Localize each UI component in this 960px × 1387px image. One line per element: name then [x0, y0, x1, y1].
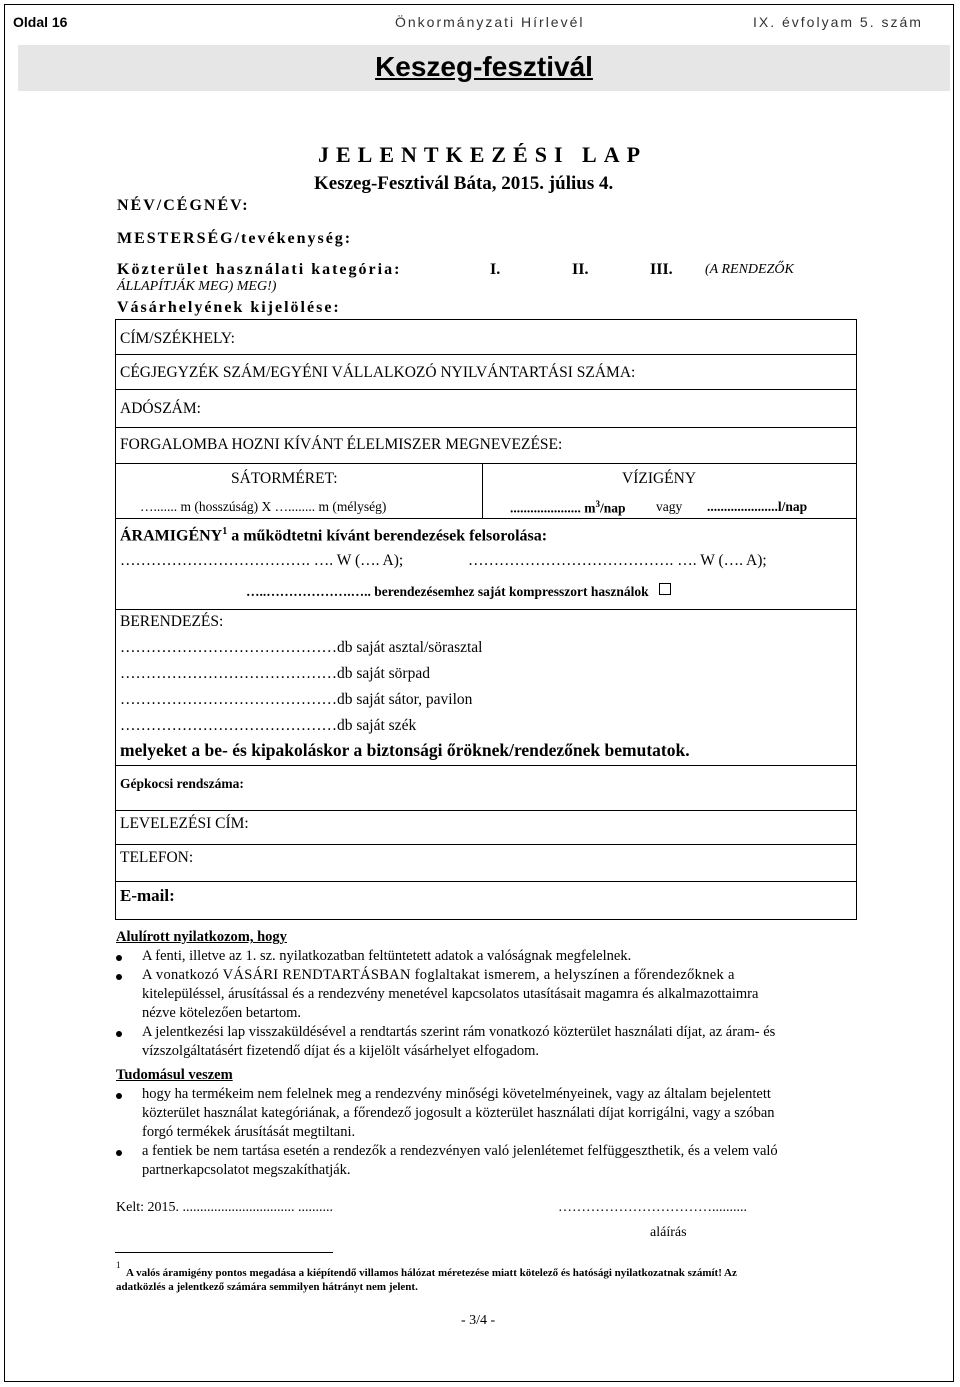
publication-title: Önkormányzati Hírlevél [395, 14, 585, 30]
water-or-label: vagy [656, 499, 683, 514]
footnote-ref: 1 [222, 526, 228, 537]
power-label [120, 526, 547, 545]
bullet-icon [116, 1093, 122, 1099]
bullet-icon [116, 1031, 122, 1037]
phone-field[interactable]: TELEFON: [120, 849, 194, 866]
divider [116, 810, 856, 811]
footnote-mark: 1 [116, 1260, 121, 1270]
divider [116, 844, 856, 845]
declaration-heading: Alulírott nyilatkozom, hogy [116, 929, 287, 945]
power-label-text: ÁRAMIGÉNY [120, 527, 223, 545]
divider [116, 389, 856, 390]
divider [482, 463, 483, 518]
equipment-label: BERENDEZÉS: [120, 613, 224, 630]
divider [116, 609, 856, 610]
category-option-1[interactable]: I. [490, 261, 501, 278]
water-volume-field[interactable] [510, 499, 626, 517]
acknowledge-item-1-line-3: forgó termékek árusítását megtiltani. [142, 1124, 356, 1140]
compressor-checkbox[interactable] [659, 583, 671, 595]
place-label: Vásárhelyének kijelölése: [117, 299, 341, 316]
divider [116, 881, 856, 882]
water-volume-text: ..................... m [510, 500, 596, 516]
name-label: NÉV/CÉGNÉV: [117, 197, 250, 214]
form-subheading: Keszeg-Fesztivál Báta, 2015. július 4. [314, 173, 614, 194]
equipment-line-tables[interactable]: ……………………………………db saját asztal/sörasztal [120, 639, 483, 656]
tent-size-label: SÁTORMÉRET: [231, 470, 338, 487]
car-plate-field[interactable]: Gépkocsi rendszáma: [120, 776, 244, 791]
bullet-icon [116, 955, 122, 961]
acknowledge-item-1-line-2: közterület használat kategóriának, a főrendező jogosult a közterület használati díjat korrigálni, vagy a szóban [142, 1105, 775, 1121]
declaration-item-3-line-2: vízszolgáltatásért fizetendő díjat és a kijelölt vásárhelyet elfogadom. [142, 1043, 539, 1059]
declaration-item-3-line-1: A jelentkezési lap visszaküldésével a rendtartás szerint rám vonatkozó közterület használati díjat, az áram- és [142, 1024, 776, 1040]
equipment-line-benches[interactable]: ……………………………………db saját sörpad [120, 665, 430, 682]
mail-address-field[interactable]: LEVELEZÉSI CÍM: [120, 815, 249, 832]
water-daily-field[interactable]: .....................l/nap [707, 499, 808, 514]
divider [116, 518, 856, 519]
power-label-rest: a működtetni kívánt berendezések felsorolása: [227, 527, 548, 545]
divider [116, 427, 856, 428]
declaration-item-2-line-2: kitelepüléssel, árusítással és a rendezvény menetével kapcsolatos utasításait magamra és alkalmazottaimra [142, 986, 759, 1002]
acknowledge-item-2-line-2: partnerkapcsolatot megszakíthatják. [142, 1162, 351, 1178]
divider [116, 354, 856, 355]
email-field[interactable]: E-mail: [120, 886, 175, 905]
divider [116, 463, 856, 464]
footnote-divider [115, 1252, 333, 1253]
category-note: (A RENDEZŐK [705, 262, 794, 277]
title-band [18, 45, 950, 91]
power-line-2[interactable]: …………………………………. …. W (…. A); [468, 552, 767, 569]
signature-field[interactable]: …………………………….......... [558, 1200, 747, 1215]
tax-number-field[interactable]: ADÓSZÁM: [120, 400, 201, 417]
category-label: Közterület használati kategória: [117, 261, 402, 278]
power-line-1[interactable]: ………………………………. …. W (…. A); [120, 552, 404, 569]
footnote-line-2: adatközlés a jelentkező számára semmilyen hátrányt nem jelent. [116, 1281, 418, 1293]
equipment-note: melyeket a be- és kipakoláskor a biztonsági őröknek/rendezőnek bemutatok. [120, 740, 690, 760]
bullet-icon [116, 974, 122, 980]
page-number: - 3/4 - [461, 1313, 496, 1328]
date-field[interactable]: Kelt: 2015. ................................ .......... [116, 1200, 333, 1215]
equipment-line-tent[interactable]: ……………………………………db saját sátor, pavilon [120, 691, 473, 708]
bullet-icon [116, 1150, 122, 1156]
equipment-line-chairs[interactable]: ……………………………………db saját szék [120, 717, 417, 734]
seat-field[interactable]: CÍM/SZÉKHELY: [120, 330, 235, 347]
footnote-line-1: A valós áramigény pontos megadása a kiépítendő villamos hálózat méretezése miatt kötelező és hatósági nyilatkozatnak számít! Az [126, 1267, 737, 1279]
page-label: Oldal 16 [13, 14, 68, 30]
trade-label: MESTERSÉG/tevékenység: [117, 230, 353, 247]
declaration-item-2-line-3: nézve kötelezően betartom. [142, 1005, 302, 1021]
signature-label: aláírás [650, 1225, 687, 1240]
declaration-item-1: A fenti, illetve az 1. sz. nyilatkozatban feltüntetett adatok a valóságnak megfelelnek. [142, 948, 632, 964]
acknowledge-item-2-line-1: a fentiek be nem tartása esetén a rendezők a rendezvényen való jelenlétemet felfüggeszthetik, és a velem való [142, 1143, 778, 1159]
acknowledge-item-1-line-1: hogy ha termékeim nem felelnek meg a rendezvény minőségi követelményeinek, vagy az általam bejelentett [142, 1086, 771, 1102]
registration-field[interactable]: CÉGJEGYZÉK SZÁM/EGYÉNI VÁLLALKOZÓ NYILVÁNTARTÁSI SZÁMA: [120, 364, 636, 381]
issue-label: IX. évfolyam 5. szám [753, 14, 923, 30]
divider [116, 765, 856, 766]
category-note-2: ÁLLAPÍTJÁK MEG) MEG!) [117, 279, 277, 294]
category-option-2[interactable]: II. [572, 261, 589, 278]
page-title: Keszeg-fesztivál [375, 51, 593, 82]
page-header [5, 5, 953, 37]
water-need-label: VÍZIGÉNY [622, 470, 697, 487]
compressor-line [246, 583, 671, 600]
category-option-3[interactable]: III. [650, 261, 673, 278]
form-heading: JELENTKEZÉSI LAP [318, 142, 648, 167]
water-volume-unit: /nap [600, 500, 626, 516]
water-volume-unit-exp: 3 [595, 499, 600, 509]
food-name-field[interactable]: FORGALOMBA HOZNI KÍVÁNT ÉLELMISZER MEGNEVEZÉSE: [120, 436, 563, 453]
declaration-item-2-line-1: A vonatkozó VÁSÁRI RENDTARTÁSBAN foglaltakat ismerem, a helyszínen a főrendezőknek a [142, 967, 735, 983]
compressor-text: …..……………….….. berendezésemhez saját kompresszort használok [246, 584, 649, 599]
acknowledge-heading: Tudomásul veszem [116, 1067, 233, 1083]
tent-size-field[interactable]: …....... m (hosszúság) X …........ m (mélység) [140, 499, 387, 514]
